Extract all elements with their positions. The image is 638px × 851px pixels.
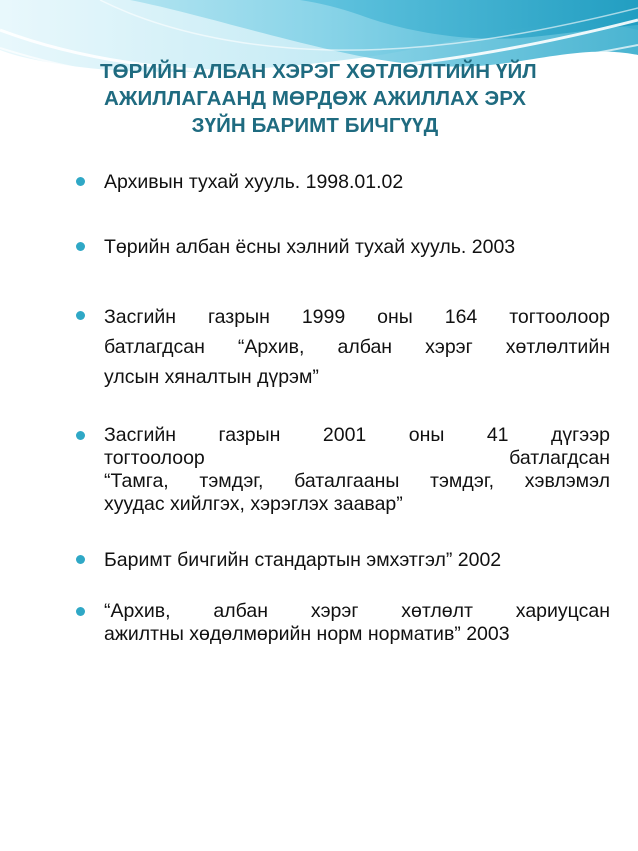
list-item-line: улсын хяналтын дүрэм” bbox=[104, 366, 319, 388]
list-item-line: ажилтны хөдөлмөрийн норм норматив” 2003 bbox=[104, 623, 510, 645]
bullet-dot-icon bbox=[76, 242, 85, 251]
list-item-line: батлагдсан “Архив, албан хэрэг хөтлөлтийн bbox=[104, 336, 610, 358]
list-item-line: хуудас хийлгэх, хэрэглэх заавар” bbox=[104, 493, 403, 515]
list-item-line: тогтоолоор батлагдсан bbox=[104, 447, 610, 469]
bullet-dot-icon bbox=[76, 555, 85, 564]
bullet-dot-icon bbox=[76, 177, 85, 186]
bullet-dot-icon bbox=[76, 311, 85, 320]
list-item-line: “Архив, албан хэрэг хөтлөлт хариуцсан bbox=[104, 600, 610, 622]
bullet-dot-icon bbox=[76, 431, 85, 440]
title-line: АЖИЛЛАГААНД МӨРДӨЖ АЖИЛЛАХ ЭРХ bbox=[103, 87, 527, 110]
list-item-line: Засгийн газрын 1999 оны 164 тогтоолоор bbox=[104, 306, 610, 328]
slide-title bbox=[100, 58, 537, 139]
list-item-line: Архивын тухай хууль. 1998.01.02 bbox=[104, 171, 404, 193]
bullet-dot-icon bbox=[76, 607, 85, 616]
list-item-line: Баримт бичгийн стандартын эмхэтгэл” 2002 bbox=[104, 549, 502, 571]
title-line: ЗҮЙН БАРИМТ БИЧГҮҮД bbox=[191, 114, 439, 137]
list-item-text bbox=[104, 170, 610, 194]
list-item-line: Засгийн газрын 2001 оны 41 дүгээр bbox=[104, 424, 610, 446]
list-item-line: “Тамга, тэмдэг, баталгааны тэмдэг, хэвлэмэл bbox=[104, 470, 610, 492]
list-item-text bbox=[104, 424, 610, 516]
title-line: ТӨРИЙН АЛБАН ХЭРЭГ ХӨТЛӨЛТИЙН ҮЙЛ bbox=[100, 60, 537, 83]
list-item-text bbox=[104, 600, 610, 646]
list-item-text bbox=[104, 548, 610, 572]
list-item-line: Төрийн албан ёсны хэлний тухай хууль. 2003 bbox=[104, 236, 516, 258]
list-item-text bbox=[104, 235, 610, 259]
list-item-text bbox=[104, 302, 610, 392]
